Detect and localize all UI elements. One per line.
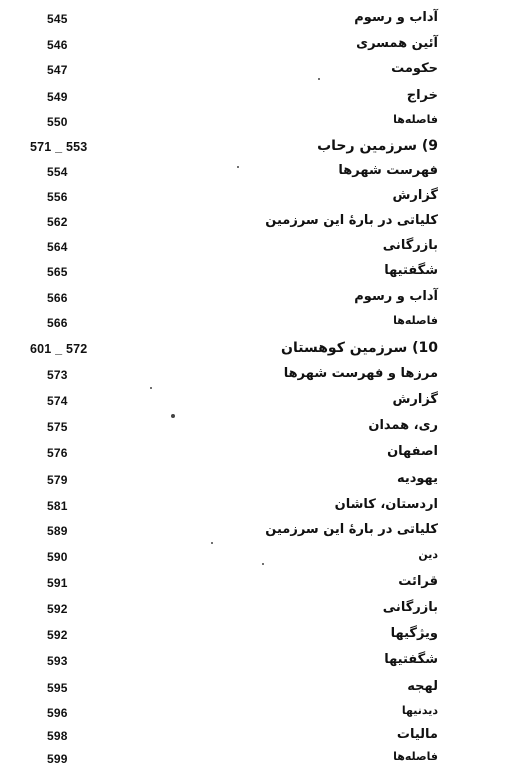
entry-title: فاصله‌ها [393, 113, 438, 126]
page-number: 549 [47, 90, 68, 104]
entry-title: گزارش [392, 188, 438, 203]
entry-title: گزارش [392, 392, 438, 407]
page-number: 589 [47, 524, 68, 538]
page-number: 562 [47, 215, 68, 229]
scan-speck [171, 414, 175, 418]
page-number: 550 [47, 115, 68, 129]
entry-title: یهودیه [396, 471, 438, 486]
page-number: 593 [47, 654, 68, 668]
page-number: 591 [47, 576, 68, 590]
scan-speck [211, 542, 213, 544]
toc-row [0, 624, 508, 648]
toc-row [0, 442, 508, 466]
page-number: 547 [47, 63, 68, 77]
entry-title: دیدنیها [401, 704, 438, 717]
section-heading-row [0, 338, 508, 362]
entry-title: ری، همدان [368, 418, 438, 433]
toc-row [0, 8, 508, 32]
entry-title: فاصله‌ها [393, 314, 438, 327]
entry-title: شگفتیها [384, 652, 438, 667]
entry-title: آئین همسری [356, 36, 438, 51]
toc-row [0, 598, 508, 622]
toc-row [0, 186, 508, 210]
entry-title: قرائت [398, 574, 438, 589]
toc-row [0, 111, 508, 135]
page-number: 545 [47, 12, 68, 26]
entry-title: فاصله‌ها [393, 750, 438, 763]
page-number: 595 [47, 681, 68, 695]
page-number: 599 [47, 752, 68, 766]
scan-speck [237, 166, 239, 168]
entry-title: خراج [406, 88, 438, 103]
page-number: 566 [47, 291, 68, 305]
page-number: 596 [47, 706, 68, 720]
entry-title: فهرست شهرها [338, 163, 438, 178]
page-number: 556 [47, 190, 68, 204]
toc-row [0, 748, 508, 772]
page-number: 564 [47, 240, 68, 254]
section-heading-row [0, 136, 508, 160]
page-range: 571 _ 553 [30, 140, 88, 154]
page-number: 598 [47, 729, 68, 743]
entry-title: بازرگانی [382, 600, 438, 615]
page-number: 575 [47, 420, 68, 434]
toc-row [0, 390, 508, 414]
entry-title: دین [418, 548, 438, 561]
page-number: 565 [47, 265, 68, 279]
entry-title: بازرگانی [382, 238, 438, 253]
scan-speck [318, 78, 320, 80]
page-number: 573 [47, 368, 68, 382]
page-number: 566 [47, 316, 68, 330]
page-number: 592 [47, 628, 68, 642]
page-number: 592 [47, 602, 68, 616]
toc-row [0, 86, 508, 110]
entry-title: اردستان، کاشان [334, 497, 438, 512]
entry-title: مرزها و فهرست شهرها [283, 366, 438, 381]
toc-row [0, 364, 508, 388]
toc-row [0, 236, 508, 260]
toc-row [0, 416, 508, 440]
entry-title: شگفتیها [384, 263, 438, 278]
toc-row [0, 161, 508, 185]
page-number: 576 [47, 446, 68, 460]
section-title: 9) سرزمین رحاب [317, 138, 438, 154]
entry-title: ویژگیها [390, 626, 438, 641]
entry-title: آداب و رسوم [354, 10, 438, 25]
toc-row [0, 469, 508, 493]
toc-row [0, 287, 508, 311]
toc-row [0, 495, 508, 519]
toc-row [0, 725, 508, 749]
scan-speck [150, 387, 152, 389]
toc-row [0, 312, 508, 336]
toc-row [0, 34, 508, 58]
entry-title: لهجه [407, 679, 438, 694]
page-number: 554 [47, 165, 68, 179]
entry-title: حکومت [391, 61, 438, 76]
entry-title: آداب و رسوم [354, 289, 438, 304]
toc-row [0, 261, 508, 285]
toc-row [0, 546, 508, 570]
entry-title: کلیاتی در بارهٔ این سرزمین [265, 213, 438, 228]
page-range: 601 _ 572 [30, 342, 88, 356]
page-number: 546 [47, 38, 68, 52]
toc-row [0, 650, 508, 674]
toc-row [0, 572, 508, 596]
toc-row [0, 677, 508, 701]
section-title: 10) سرزمین کوهستان [281, 340, 438, 356]
scan-speck [262, 563, 264, 565]
entry-title: کلیاتی در بارهٔ این سرزمین [265, 522, 438, 537]
page-number: 574 [47, 394, 68, 408]
page-number: 579 [47, 473, 68, 487]
entry-title: مالیات [396, 727, 438, 742]
entry-title: اصفهان [387, 444, 438, 459]
toc-row [0, 211, 508, 235]
page-number: 590 [47, 550, 68, 564]
page-number: 581 [47, 499, 68, 513]
toc-row [0, 59, 508, 83]
toc-row [0, 702, 508, 726]
toc-row [0, 520, 508, 544]
